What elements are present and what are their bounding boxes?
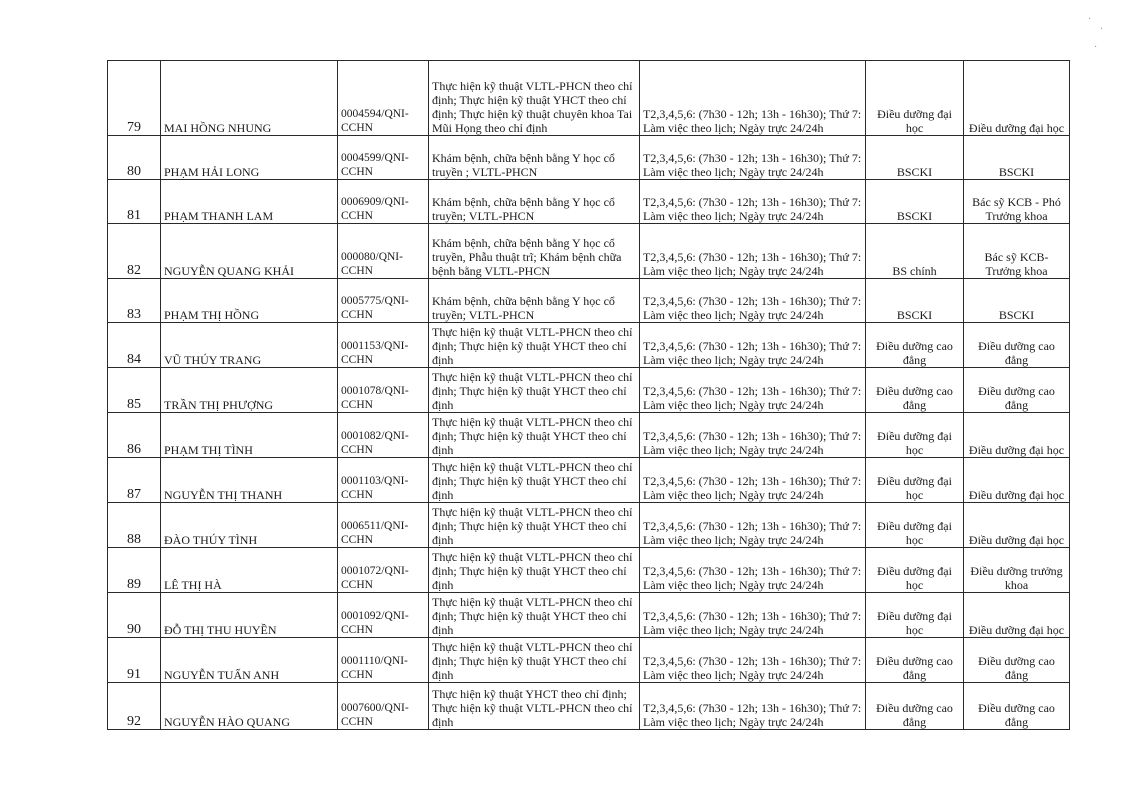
row-number: 85 [108,368,161,413]
working-hours: T2,3,4,5,6: (7h30 - 12h; 13h - 16h30); Thứ 7: Làm việc theo lịch; Ngày trực 24/24h [640,323,866,368]
position: Điều dưỡng cao đẳng [964,323,1070,368]
position: Điều dưỡng cao đẳng [964,368,1070,413]
certificate-number: 0004594/QNI-CCHN [338,61,429,136]
table-row [108,224,1070,279]
certificate-number: 0001110/QNI-CCHN [338,638,429,683]
row-number: 86 [108,413,161,458]
position: Điều dưỡng cao đẳng [964,683,1070,730]
qualification: Điều dưỡng cao đẳng [866,638,964,683]
practice-scope: Khám bệnh, chữa bệnh bằng Y học cổ truyền; VLTL-PHCN [429,180,640,224]
practice-scope: Khám bệnh, chữa bệnh bằng Y học cổ truyền ; VLTL-PHCN [429,136,640,180]
qualification: BSCKI [866,279,964,323]
scan-speck: · [1100,24,1104,35]
position: BSCKI [964,136,1070,180]
working-hours: T2,3,4,5,6: (7h30 - 12h; 13h - 16h30); Thứ 7: Làm việc theo lịch; Ngày trực 24/24h [640,503,866,548]
row-number: 80 [108,136,161,180]
table-row [108,61,1070,136]
working-hours: T2,3,4,5,6: (7h30 - 12h; 13h - 16h30); Thứ 7: Làm việc theo lịch; Ngày trực 24/24h [640,593,866,638]
certificate-number: 0001072/QNI-CCHN [338,548,429,593]
certificate-number: 0001153/QNI-CCHN [338,323,429,368]
staff-name: PHẠM HẢI LONG [161,136,338,180]
table-row [108,279,1070,323]
row-number: 88 [108,503,161,548]
certificate-number: 0001103/QNI-CCHN [338,458,429,503]
certificate-number: 0001078/QNI-CCHN [338,368,429,413]
row-number: 83 [108,279,161,323]
working-hours: T2,3,4,5,6: (7h30 - 12h; 13h - 16h30); Thứ 7: Làm việc theo lịch; Ngày trực 24/24h [640,638,866,683]
position: Điều dưỡng đại học [964,61,1070,136]
practice-scope: Thực hiện kỹ thuật YHCT theo chỉ định; Thực hiện kỹ thuật VLTL-PHCN theo chỉ định [429,683,640,730]
row-number: 92 [108,683,161,730]
certificate-number: 000080/QNI-CCHN [338,224,429,279]
position: Điều dưỡng đại học [964,458,1070,503]
staff-name: NGUYỄN QUANG KHẢI [161,224,338,279]
row-number: 91 [108,638,161,683]
practice-scope: Thực hiện kỹ thuật VLTL-PHCN theo chỉ định; Thực hiện kỹ thuật YHCT theo chỉ định [429,593,640,638]
working-hours: T2,3,4,5,6: (7h30 - 12h; 13h - 16h30); Thứ 7: Làm việc theo lịch; Ngày trực 24/24h [640,458,866,503]
practice-scope: Khám bệnh, chữa bệnh bằng Y học cổ truyền; VLTL-PHCN [429,279,640,323]
position: Điều dưỡng cao đẳng [964,638,1070,683]
staff-name: NGUYỄN TUẤN ANH [161,638,338,683]
working-hours: T2,3,4,5,6: (7h30 - 12h; 13h - 16h30); Thứ 7: Làm việc theo lịch; Ngày trực 24/24h [640,548,866,593]
working-hours: T2,3,4,5,6: (7h30 - 12h; 13h - 16h30); Thứ 7: Làm việc theo lịch; Ngày trực 24/24h [640,368,866,413]
certificate-number: 0006511/QNI-CCHN [338,503,429,548]
certificate-number: 0005775/QNI-CCHN [338,279,429,323]
table-row [108,638,1070,683]
qualification: Điều dưỡng đại học [866,61,964,136]
qualification: Điều dưỡng cao đẳng [866,683,964,730]
staff-name: PHẠM THANH LAM [161,180,338,224]
staff-name: ĐỖ THỊ THU HUYỀN [161,593,338,638]
qualification: Điều dưỡng đại học [866,458,964,503]
position: Điều dưỡng đại học [964,503,1070,548]
table-row [108,548,1070,593]
practice-scope: Khám bệnh, chữa bệnh bằng Y học cổ truyền, Phẫu thuật trĩ; Khám bệnh chữa bệnh bằng VLTL-PHCN [429,224,640,279]
staff-name: MAI HỒNG NHUNG [161,61,338,136]
working-hours: T2,3,4,5,6: (7h30 - 12h; 13h - 16h30); Thứ 7: Làm việc theo lịch; Ngày trực 24/24h [640,279,866,323]
staff-name: ĐÀO THÚY TÌNH [161,503,338,548]
table-row [108,413,1070,458]
practice-scope: Thực hiện kỹ thuật VLTL-PHCN theo chỉ định; Thực hiện kỹ thuật YHCT theo chỉ định [429,638,640,683]
qualification: Điều dưỡng đại học [866,413,964,458]
staff-name: PHẠM THỊ TÌNH [161,413,338,458]
staff-name: NGUYỄN THỊ THANH [161,458,338,503]
certificate-number: 0006909/QNI-CCHN [338,180,429,224]
qualification: Điều dưỡng cao đẳng [866,323,964,368]
staff-name: VŨ THÚY TRANG [161,323,338,368]
table-row [108,593,1070,638]
certificate-number: 0007600/QNI-CCHN [338,683,429,730]
practice-scope: Thực hiện kỹ thuật VLTL-PHCN theo chỉ định; Thực hiện kỹ thuật YHCT theo chỉ định [429,458,640,503]
working-hours: T2,3,4,5,6: (7h30 - 12h; 13h - 16h30); Thứ 7: Làm việc theo lịch; Ngày trực 24/24h [640,224,866,279]
qualification: Điều dưỡng đại học [866,548,964,593]
position: Điều dưỡng đại học [964,413,1070,458]
staff-name: LÊ THỊ HÀ [161,548,338,593]
practice-scope: Thực hiện kỹ thuật VLTL-PHCN theo chỉ định; Thực hiện kỹ thuật YHCT theo chỉ định [429,413,640,458]
qualification: Điều dưỡng đại học [866,503,964,548]
row-number: 87 [108,458,161,503]
position: Điều dưỡng trưởng khoa [964,548,1070,593]
table-row [108,683,1070,730]
table-row [108,323,1070,368]
qualification: Điều dưỡng đại học [866,593,964,638]
row-number: 89 [108,548,161,593]
certificate-number: 0001082/QNI-CCHN [338,413,429,458]
table-row [108,503,1070,548]
position: Bác sỹ KCB-Trưởng khoa [964,224,1070,279]
practice-scope: Thực hiện kỹ thuật VLTL-PHCN theo chỉ định; Thực hiện kỹ thuật YHCT theo chỉ định [429,368,640,413]
row-number: 81 [108,180,161,224]
certificate-number: 0001092/QNI-CCHN [338,593,429,638]
practice-scope: Thực hiện kỹ thuật VLTL-PHCN theo chỉ định; Thực hiện kỹ thuật YHCT theo chỉ định; Thực hiện kỹ thuật chuyên khoa Tai Mũi Họng theo chỉ định [429,61,640,136]
staff-name: TRẦN THỊ PHƯỢNG [161,368,338,413]
working-hours: T2,3,4,5,6: (7h30 - 12h; 13h - 16h30); Thứ 7: Làm việc theo lịch; Ngày trực 24/24h [640,180,866,224]
position: Bác sỹ KCB - Phó Trưởng khoa [964,180,1070,224]
position: Điều dưỡng đại học [964,593,1070,638]
working-hours: T2,3,4,5,6: (7h30 - 12h; 13h - 16h30); Thứ 7: Làm việc theo lịch; Ngày trực 24/24h [640,136,866,180]
qualification: BSCKI [866,136,964,180]
qualification: BSCKI [866,180,964,224]
table-row [108,458,1070,503]
table-row [108,368,1070,413]
working-hours: T2,3,4,5,6: (7h30 - 12h; 13h - 16h30); Thứ 7: Làm việc theo lịch; Ngày trực 24/24h [640,61,866,136]
certificate-number: 0004599/QNI-CCHN [338,136,429,180]
qualification: BS chính [866,224,964,279]
working-hours: T2,3,4,5,6: (7h30 - 12h; 13h - 16h30); Thứ 7: Làm việc theo lịch; Ngày trực 24/24h [640,413,866,458]
position: BSCKI [964,279,1070,323]
row-number: 84 [108,323,161,368]
scan-speck: · [1088,14,1092,25]
table-row [108,136,1070,180]
row-number: 82 [108,224,161,279]
practice-scope: Thực hiện kỹ thuật VLTL-PHCN theo chỉ định; Thực hiện kỹ thuật YHCT theo chỉ định [429,548,640,593]
working-hours: T2,3,4,5,6: (7h30 - 12h; 13h - 16h30); Thứ 7: Làm việc theo lịch; Ngày trực 24/24h [640,683,866,730]
staff-name: NGUYỄN HÀO QUANG [161,683,338,730]
scan-speck: · [1094,42,1098,53]
practice-scope: Thực hiện kỹ thuật VLTL-PHCN theo chỉ định; Thực hiện kỹ thuật YHCT theo chỉ định [429,503,640,548]
row-number: 90 [108,593,161,638]
staff-table [107,60,1070,730]
table-row [108,180,1070,224]
row-number: 79 [108,61,161,136]
practice-scope: Thực hiện kỹ thuật VLTL-PHCN theo chỉ định; Thực hiện kỹ thuật YHCT theo chỉ định [429,323,640,368]
staff-name: PHẠM THỊ HỒNG [161,279,338,323]
qualification: Điều dưỡng cao đẳng [866,368,964,413]
